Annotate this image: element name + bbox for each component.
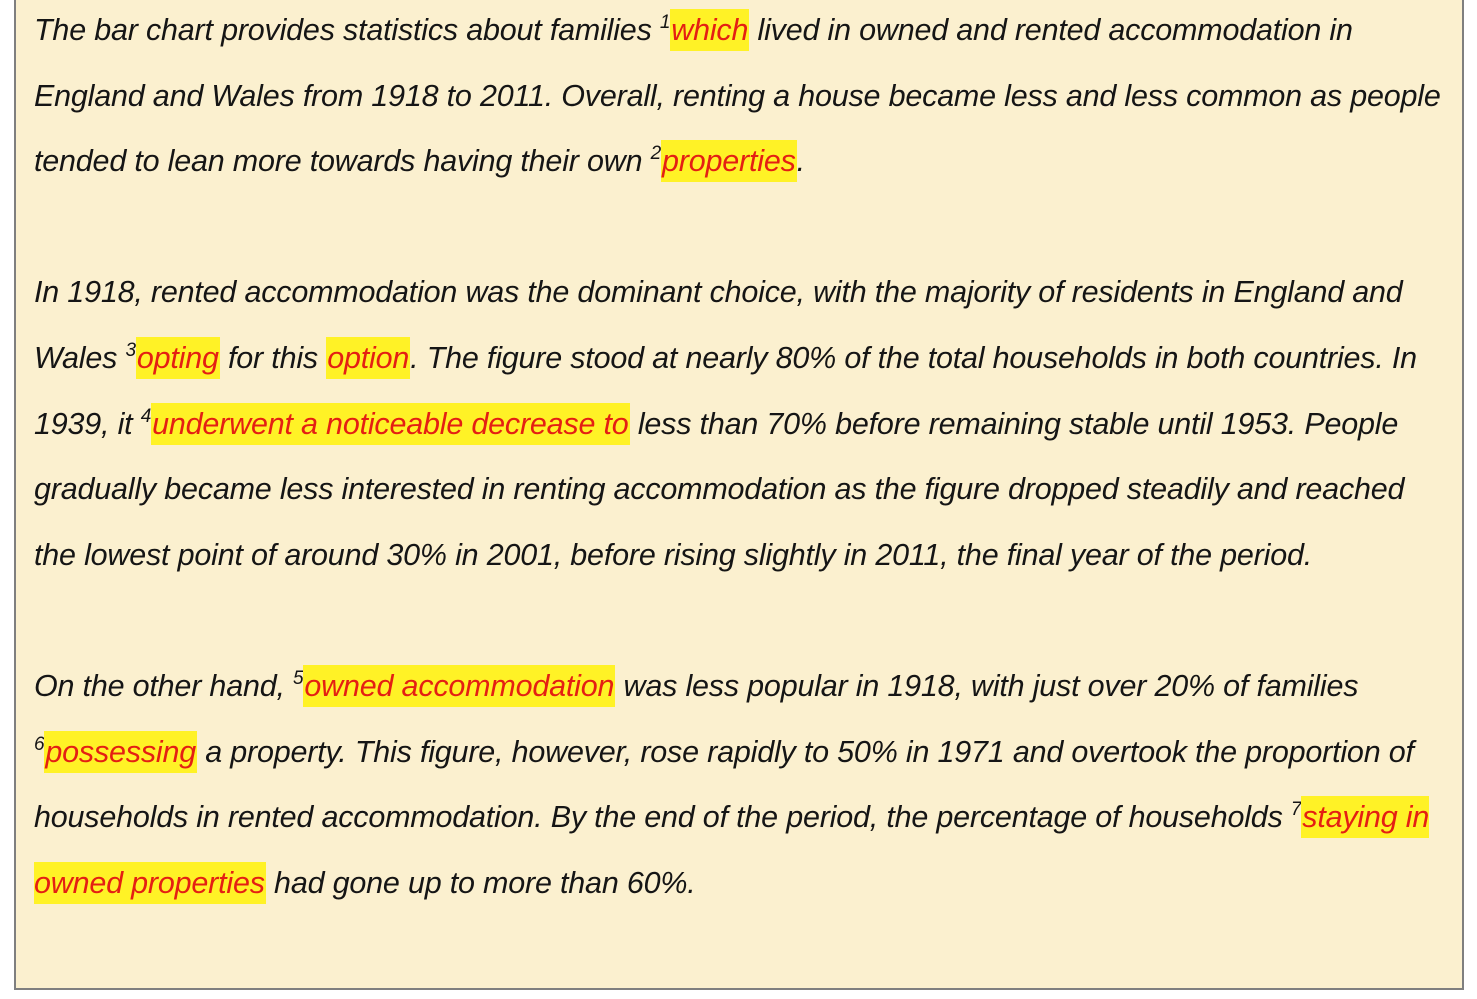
paragraph-1	[34, 0, 1452, 195]
text-run: was less popular in 1918, with just over 20% of families	[615, 668, 1359, 703]
footnote-marker: 4	[140, 405, 152, 427]
text-run: a property. This figure, however, rose rapidly to 50% in 1971 and overtook the proportion of households in rented accommodation. By the end of the period, the percentage of households	[34, 734, 1414, 835]
paragraph-3	[34, 654, 1452, 916]
text-run: for this	[219, 340, 327, 375]
paragraph-gap	[34, 195, 1452, 261]
footnote-marker: 3	[125, 339, 136, 361]
highlighted-phrase: possessing	[44, 731, 197, 773]
footnote-marker: 6	[34, 733, 45, 755]
highlighted-phrase: staying in owned properties	[34, 796, 1429, 904]
essay-box	[14, 0, 1464, 990]
highlighted-phrase: properties	[661, 140, 797, 182]
footnote-marker: 7	[1290, 799, 1302, 821]
highlighted-phrase: which	[670, 9, 749, 51]
essay-content	[34, 0, 1452, 916]
text-run: lived in owned and rented accommodation in England and Wales from 1918 to 2011. Overall, renting a house became less and less common as people tended to lean more towards having their own	[34, 13, 1441, 179]
footnote-marker: 1	[659, 12, 671, 33]
footnote-marker: 5	[293, 667, 304, 689]
highlighted-phrase: underwent a noticeable decrease to	[151, 403, 629, 445]
text-run: On the other hand,	[34, 668, 294, 703]
highlighted-phrase: owned accommodation	[303, 665, 615, 707]
text-run: .	[796, 144, 805, 179]
highlighted-phrase: option	[326, 337, 410, 379]
text-run: The bar chart provides statistics about families	[34, 13, 660, 47]
paragraph-gap	[34, 588, 1452, 654]
footnote-marker: 2	[650, 143, 661, 165]
highlighted-phrase: opting	[136, 337, 220, 379]
text-run: had gone up to more than 60%.	[265, 865, 696, 900]
text-run: In 1918, rented accommodation was the dominant choice, with the majority of residents in England and Wales	[34, 275, 1403, 375]
text-run: less than 70% before remaining stable until 1953. People gradually became less interested in renting accommodation as the figure dropped steadily and reached the lowest point of around 30% in 2001, before rising slightly in 2011, the final year of the period.	[34, 406, 1405, 572]
text-run: . The figure stood at nearly 80% of the total households in both countries. In 1939, it	[34, 340, 1417, 441]
paragraph-2	[34, 260, 1452, 588]
